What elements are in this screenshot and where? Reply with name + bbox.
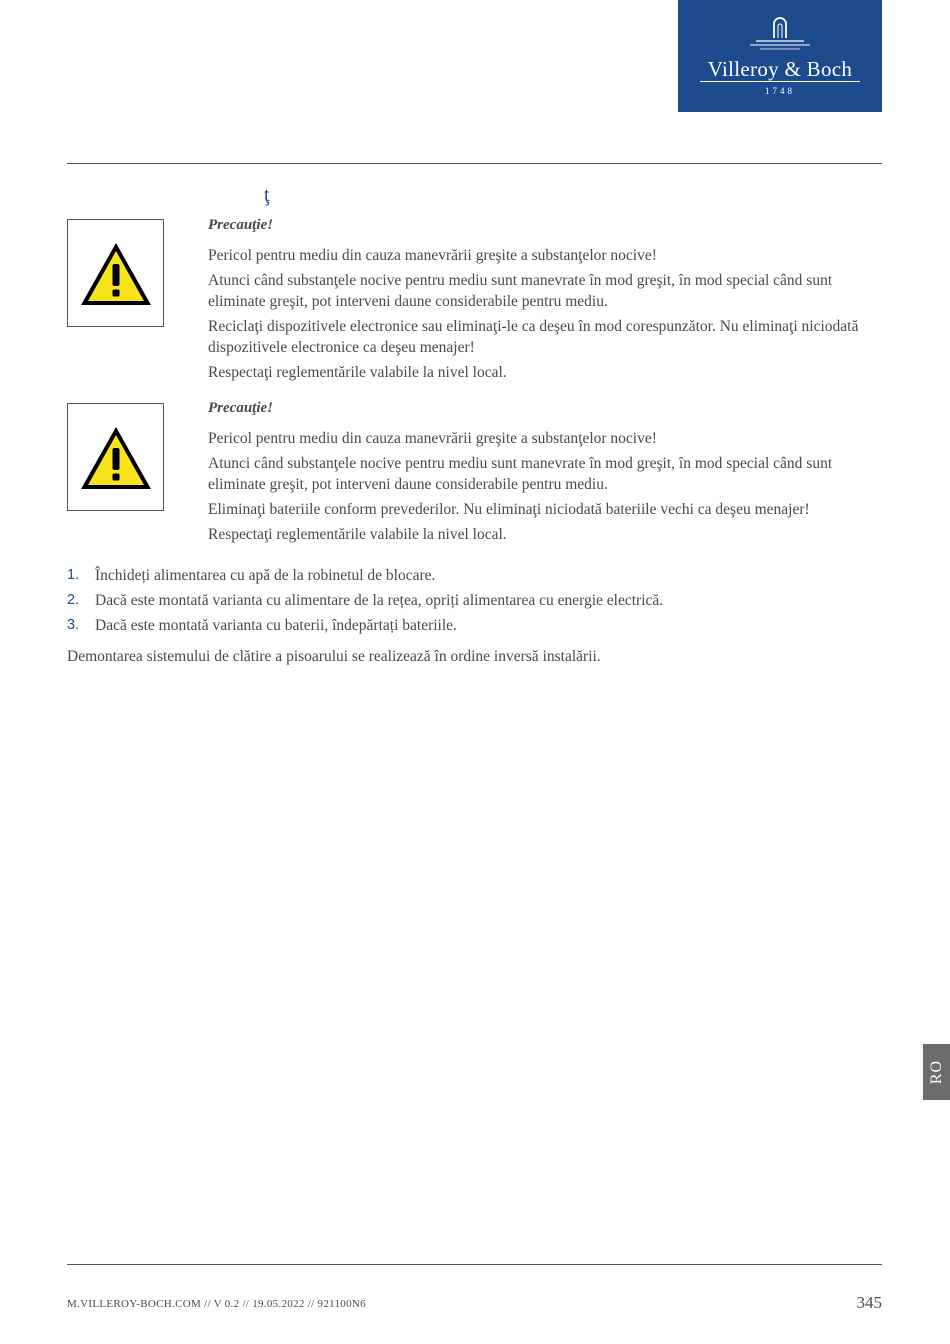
step-number: 2.: [67, 592, 80, 608]
warning-block: [208, 215, 880, 387]
warning-triangle-icon: [78, 424, 154, 492]
warning-paragraph: Atunci când substanţele nocive pentru mediu sunt manevrate în mod greşit, în mod special când sunt eliminate greşit, pot interveni daune considerabile pentru mediu.: [208, 272, 833, 310]
language-code: RO: [927, 1059, 945, 1085]
warning-paragraph: Reciclaţi dispozitivele electronice sau eliminaţi-le ca deşeu în mod corespunzător. Nu eliminaţi niciodată dispozitivele electronice ca deşeu menajer!: [208, 318, 859, 356]
step-item: [67, 615, 882, 640]
brand-divider: [700, 81, 860, 82]
footer-document-info: M.VILLEROY-BOCH.COM // V 0.2 // 19.05.2022 // 921100N6: [67, 1298, 366, 1310]
step-number: 1.: [67, 567, 80, 583]
warning-paragraph: Pericol pentru mediu din cauza manevrării greşite a substanţelor nocive!: [208, 430, 657, 447]
steps-list: [67, 565, 882, 640]
language-tab: [923, 1044, 950, 1100]
warning-paragraph: Pericol pentru mediu din cauza manevrării greşite a substanţelor nocive!: [208, 247, 657, 264]
warning-paragraph: Respectaţi reglementările valabile la nivel local.: [208, 526, 507, 543]
brand-name: Villeroy & Boch: [707, 57, 853, 81]
step-text: Dacă este montată varianta cu alimentare de la rețea, opriți alimentarea cu energie electrică.: [95, 592, 664, 609]
brand-year: 1748: [765, 86, 795, 96]
brand-logo: [678, 0, 882, 112]
fountain-emblem-icon: [748, 14, 812, 54]
warning-title: Precauţie!: [208, 217, 273, 233]
closing-note: Demontarea sistemului de clătire a pisoarului se realizează în ordine inversă instalării.: [67, 648, 601, 665]
warning-icon-box: [67, 403, 164, 511]
warning-triangle-icon: [78, 240, 154, 308]
page-number: 345: [856, 1293, 882, 1312]
footer-divider: [67, 1264, 882, 1265]
warning-paragraph: Respectaţi reglementările valabile la nivel local.: [208, 364, 507, 381]
header-divider: [67, 163, 882, 164]
warning-title: Precauţie!: [208, 400, 273, 416]
warning-paragraph: Atunci când substanţele nocive pentru mediu sunt manevrate în mod greşit, în mod special când sunt eliminate greşit, pot interveni daune considerabile pentru mediu.: [208, 455, 833, 493]
section-heading-fragment: ţ: [264, 184, 270, 206]
step-number: 3.: [67, 617, 80, 633]
step-item: [67, 565, 882, 590]
warning-block: [208, 398, 880, 549]
warning-paragraph: Eliminaţi bateriile conform prevederilor. Nu eliminaţi niciodată bateriile vechi ca deşeu menajer!: [208, 501, 810, 518]
step-item: [67, 590, 882, 615]
warning-icon-box: [67, 219, 164, 327]
step-text: Dacă este montată varianta cu baterii, îndepărtați bateriile.: [95, 617, 457, 634]
step-text: Închideți alimentarea cu apă de la robinetul de blocare.: [95, 567, 436, 584]
